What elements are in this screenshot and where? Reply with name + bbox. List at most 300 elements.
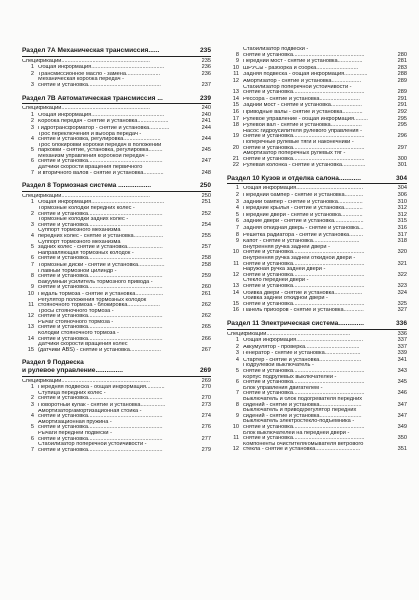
- entry-page-number: 300: [397, 155, 407, 162]
- entry-title: Поперечные рулевые тяги и наконечники - снятие и установка..............................................: [243, 139, 365, 151]
- entry-page-number: 255: [201, 232, 211, 239]
- entry-title: Суппорт тормозного механизма задних колес - снятие и установка.......................: [38, 239, 163, 251]
- toc-entry: [22, 280, 211, 291]
- entry-page-number: 247: [201, 158, 211, 165]
- toc-section: [227, 175, 407, 314]
- entry-title: Направляющая тормозных колодок - снятие и установка................................................: [38, 250, 163, 262]
- entry-page-number: 312: [397, 205, 407, 212]
- toc-entry: [22, 331, 211, 342]
- toc-entry: [22, 269, 211, 280]
- entry-number: 8: [30, 273, 34, 280]
- toc-entry: [22, 71, 211, 78]
- entry-number: 9: [235, 58, 239, 65]
- toc-entry: [22, 378, 211, 385]
- entry-number: 7: [235, 390, 239, 397]
- entry-page-number: 277: [201, 435, 211, 442]
- entry-number: 15: [27, 346, 34, 353]
- entry-title: Выключатель электростекло-подъемника - снятие и установка..............................................: [243, 419, 365, 430]
- entry-page-number: 244: [201, 124, 211, 131]
- entry-number: 4: [235, 205, 239, 212]
- entry-page-number: 288: [397, 71, 407, 78]
- entry-title: Рессора - снятие и установка..........................: [243, 96, 360, 102]
- toc-entry: [227, 58, 407, 65]
- entry-page-number: 317: [397, 231, 407, 238]
- section-heading: [22, 359, 211, 376]
- toc-entry: [22, 298, 211, 309]
- entry-number: 3: [30, 221, 34, 228]
- entry-number: 16: [232, 108, 239, 115]
- entry-title: Спецификации.........................................................: [22, 193, 150, 199]
- entry-page-number: 245: [201, 147, 211, 154]
- entry-page-number: 339: [397, 350, 407, 357]
- entry-title: Общая информация...........................................: [243, 338, 364, 344]
- entry-number: 11: [233, 260, 239, 267]
- entry-title: Механизм управления коробкой передач - снятие и установка................................................: [38, 153, 163, 165]
- entry-number: 12: [232, 446, 239, 453]
- entry-title: Спецификации.........................................................: [22, 58, 150, 64]
- toc-entry: [227, 85, 407, 96]
- entry-page-number: 304: [397, 185, 407, 192]
- entry-title: Гидротрансформатор - снятие и установка.............: [38, 125, 170, 131]
- toc-entry: [22, 165, 211, 176]
- toc-entry: [22, 64, 211, 71]
- entry-title: Общая информация...........................................: [243, 186, 364, 192]
- toc-entry: [227, 140, 407, 151]
- toc-entry: [227, 65, 407, 72]
- entry-page-number: 257: [201, 244, 211, 251]
- toc-entry: [22, 118, 211, 125]
- toc-entry: [227, 419, 407, 430]
- section-page-number: 336: [395, 319, 407, 327]
- entry-page-number: 320: [397, 249, 407, 256]
- entry-number: 1: [235, 337, 239, 344]
- section-title: Раздел 8 Тормозная система ..................: [22, 182, 152, 190]
- entry-page-number: 261: [201, 290, 211, 297]
- toc-entry: [227, 151, 407, 162]
- entry-title: Решетка радиатора - снятие и установка.........: [243, 232, 364, 238]
- entry-title: Блок управления двигателем - снятие и установка..............................................: [243, 385, 365, 397]
- section-title: Раздел 10 Кузов и отделка салона............: [227, 174, 361, 182]
- entry-number: 2: [235, 192, 239, 199]
- entry-page-number: 262: [201, 302, 211, 309]
- toc-entry: [227, 245, 407, 256]
- section-page-number: 304: [395, 174, 407, 182]
- entry-page-number: 254: [201, 221, 211, 228]
- section-page-number: 250: [199, 182, 211, 190]
- entry-number: 6: [235, 218, 239, 225]
- entry-number: 1: [30, 384, 34, 391]
- entry-number: 9: [235, 412, 239, 419]
- entry-page-number: 270: [201, 384, 211, 391]
- entry-page-number: 244: [201, 136, 211, 143]
- entry-page-number: 336: [397, 330, 407, 337]
- section-heading: [22, 182, 211, 192]
- right-column: [227, 47, 407, 459]
- entry-number: 5: [30, 424, 34, 431]
- entry-number: 4: [235, 356, 239, 363]
- entry-number: 5: [235, 211, 239, 218]
- entry-title: Рулевое управление - общая информация.........: [243, 116, 368, 122]
- toc-entry: [22, 420, 211, 431]
- entry-page-number: 258: [201, 261, 211, 268]
- entry-number: 1: [30, 199, 34, 206]
- entry-title: Тормозные колодки передних колес - снятие и установка................................................: [38, 206, 163, 217]
- entry-page-number: 266: [201, 335, 211, 342]
- toc-entry: [227, 350, 407, 357]
- entry-title: Задний мост - снятие и установка....................: [243, 103, 362, 109]
- entry-title: Датчики скорости вращения первичного и вторичного валов - снятие и установка.............: [38, 165, 164, 176]
- entry-number: 19: [232, 133, 239, 140]
- entry-page-number: 301: [397, 162, 407, 169]
- entry-title: Амортизатор поперечных рулевых тяг - снятие и установка..............................................: [243, 151, 365, 162]
- toc-entry: [227, 386, 407, 397]
- entry-title: Амортизационная пружина - снятие и установка................................................: [38, 419, 163, 431]
- entry-number: 5: [235, 368, 239, 375]
- entry-title: Трансмиссионное масло - замена......................: [38, 71, 161, 77]
- entry-number: 3: [235, 198, 239, 205]
- entry-number: 1: [235, 185, 239, 192]
- entry-title: Выключатель и привод/регулятор передних сидений - снятие и установка...........................: [243, 408, 362, 419]
- entry-title: Вакуумный усилитель тормозного привода - снятие и установка................................................: [38, 279, 163, 291]
- entry-number: 10: [27, 290, 34, 297]
- entry-number: 18: [232, 122, 239, 129]
- entry-number: 17: [232, 115, 239, 122]
- entry-title: Выключатель и блок подогревателя передних сидений - снятие и установка...........................: [243, 397, 363, 408]
- toc-entry: [22, 154, 211, 165]
- entry-page-number: 265: [201, 324, 211, 331]
- toc-section: [22, 359, 211, 453]
- entry-number: 9: [30, 284, 34, 291]
- entry-page-number: 291: [397, 102, 407, 109]
- entry-page-number: 327: [397, 307, 407, 314]
- entry-page-number: 289: [397, 77, 407, 84]
- entry-number: 13: [232, 282, 239, 289]
- entry-title: Коробка передач - снятие и установка....................: [38, 119, 169, 125]
- entry-title: Рычаг стояночного тормоза - снятие и установка................................................: [38, 319, 163, 331]
- section-heading: [22, 95, 211, 105]
- entry-title: Тормозные диски - снятие и установка.................: [38, 262, 165, 268]
- entry-page-number: 324: [397, 289, 407, 296]
- entry-title: Общая информация...............................................: [38, 65, 165, 71]
- section-title: Раздел 9 Подвеска и рулевое управление...............: [22, 359, 123, 375]
- toc-entry: [227, 96, 407, 103]
- entry-title: Регулятор положения тормозных колодок стояночного тормоза - блокировка.....................: [38, 297, 160, 309]
- toc-entry: [22, 402, 211, 409]
- toc-entry: [227, 218, 407, 225]
- section-title: Раздел 7В Автоматическая трансмиссия ...: [22, 94, 163, 102]
- entry-title: Стабилизатор подвески - снятие и установка..............................................: [243, 47, 365, 58]
- toc-entry: [227, 199, 407, 206]
- entry-title: Тросы стояночного тормоза - снятие и установка................................................: [38, 308, 163, 320]
- entry-number: 1: [30, 64, 34, 71]
- entry-title: Обивка задней откидной двери - снятие и установка..............................................: [243, 296, 365, 307]
- entry-title: Общая информация...............................................: [38, 112, 165, 118]
- toc-entry: [22, 409, 211, 420]
- toc-entry: [22, 77, 211, 88]
- section-page-number: 239: [199, 94, 211, 102]
- toc-entry: [227, 185, 407, 192]
- entry-page-number: 281: [397, 58, 407, 65]
- entry-number: 2: [30, 210, 34, 217]
- entry-number: 10: [232, 249, 239, 256]
- entry-title: Блок выключателей на передней двери - снятие и установка..............................................: [243, 430, 365, 442]
- entry-number: 7: [30, 446, 34, 453]
- toc-entry: [227, 256, 407, 267]
- entry-number: 14: [27, 335, 34, 342]
- entry-page-number: 292: [397, 108, 407, 115]
- entry-page-number: 323: [397, 282, 407, 289]
- entry-number: 2: [30, 70, 34, 77]
- toc-entry: [22, 320, 211, 331]
- entry-title: Передние двери - снятие и установка..............: [243, 212, 363, 218]
- entry-number: 3: [30, 401, 34, 408]
- toc-entry: [227, 109, 407, 116]
- entry-page-number: 273: [201, 401, 211, 408]
- entry-number: 2: [30, 395, 34, 402]
- entry-page-number: 267: [201, 346, 211, 353]
- entry-title: Рычаги передней подвески - снятие и установка................................................: [38, 430, 163, 442]
- entry-page-number: 291: [397, 95, 407, 102]
- toc-entry: [227, 267, 407, 278]
- entry-title: Капот - снятие и установка..............................: [243, 239, 360, 245]
- entry-number: 6: [30, 158, 34, 165]
- entry-title: Корпус подрулевых выключателей - снятие и установка..............................................: [243, 374, 365, 386]
- entry-page-number: 296: [397, 133, 407, 140]
- entry-number: 7: [235, 225, 239, 232]
- entry-number: 3: [235, 350, 239, 357]
- entry-number: 3: [30, 81, 34, 88]
- entry-page-number: 315: [397, 218, 407, 225]
- entry-title: Задняя подвеска - общая информация...............: [243, 72, 368, 78]
- entry-title: Панель приборов - снятие и установка.............: [243, 308, 364, 314]
- entry-page-number: 318: [397, 238, 407, 245]
- entry-title: Стартер - снятие и установка...........................: [243, 357, 362, 363]
- entry-number: 15: [232, 102, 239, 109]
- toc-entry: [22, 199, 211, 206]
- entry-number: 13: [27, 324, 34, 331]
- toc-entry: [22, 206, 211, 217]
- toc-entry: [227, 232, 407, 239]
- toc-entry: [22, 125, 211, 132]
- entry-number: 5: [30, 244, 34, 251]
- toc-entry: [22, 112, 211, 119]
- entry-number: 11: [233, 435, 239, 442]
- entry-title: Амортизатор - снятие и установка...................: [243, 78, 362, 84]
- entry-title: Стекло передней двери - снятие и установка..............................................: [243, 278, 365, 289]
- entry-page-number: 260: [201, 284, 211, 291]
- entry-page-number: 343: [397, 368, 407, 375]
- entry-number: 12: [232, 271, 239, 278]
- toc-entry: [227, 122, 407, 129]
- entry-title: Стабилизатор поперечной устойчивости - снятие и установка................................................: [38, 442, 163, 453]
- entry-number: 10: [232, 424, 239, 430]
- entry-number: 22: [232, 162, 239, 169]
- toc-entry: [227, 375, 407, 386]
- toc-entry: [227, 47, 407, 58]
- entry-page-number: 347: [397, 412, 407, 419]
- entry-number: 4: [30, 136, 34, 143]
- entry-page-number: 279: [201, 446, 211, 453]
- toc-entry: [227, 78, 407, 85]
- entry-page-number: 295: [397, 122, 407, 129]
- entry-title: Трос блокировки коробки передач в положении парковки - снятие, установка, регулировка.........: [38, 142, 163, 154]
- toc-entry: [227, 225, 407, 232]
- entry-page-number: 248: [201, 169, 211, 176]
- toc-entry: [22, 217, 211, 228]
- toc-entry: [22, 431, 211, 442]
- entry-title: Наружная ручка задней двери - снятие и установка..............................................: [243, 267, 365, 278]
- entry-title: Стабилизатор поперечной устойчивости - снятие и установка..............................................: [243, 84, 365, 96]
- toc-entry: [22, 143, 211, 154]
- entry-page-number: 236: [201, 64, 211, 71]
- entry-title: ШРУСы - разборка и сборка...........................: [243, 65, 359, 71]
- entry-page-number: 289: [397, 89, 407, 96]
- toc-entry: [227, 192, 407, 199]
- toc-entry: [22, 251, 211, 262]
- toc-section: [22, 182, 211, 353]
- entry-page-number: 240: [201, 105, 211, 112]
- entry-page-number: 312: [397, 211, 407, 218]
- section-title: Раздел 11 Электрическая система..............: [227, 319, 364, 327]
- entry-title: Передний бампер - снятие и установка............: [243, 193, 364, 199]
- entry-number: 8: [235, 51, 239, 58]
- entry-title: Ступица передних колес - снятие и установка................................................: [38, 390, 163, 402]
- entry-page-number: 280: [397, 51, 407, 58]
- entry-number: 8: [235, 231, 239, 238]
- entry-page-number: 297: [397, 144, 407, 151]
- toc-entry: [227, 431, 407, 442]
- entry-page-number: 295: [397, 115, 407, 122]
- toc-entry: [227, 307, 407, 314]
- entry-number: 4: [30, 232, 34, 239]
- toc-entry: [22, 342, 211, 353]
- entry-number: 4: [30, 413, 34, 420]
- entry-title: Поворотный кулак - снятие и установка................: [38, 402, 166, 408]
- entry-title: Спецификации.........................................................: [22, 378, 150, 384]
- entry-number: 9: [235, 238, 239, 245]
- entry-number: 2: [235, 343, 239, 350]
- toc-entry: [227, 205, 407, 212]
- toc-entry: [227, 408, 407, 419]
- entry-page-number: 306: [397, 192, 407, 199]
- entry-number: 11: [28, 302, 34, 309]
- toc-entry: [22, 262, 211, 269]
- toc-section: [22, 95, 211, 177]
- toc-entry: [227, 337, 407, 344]
- entry-page-number: 270: [201, 395, 211, 402]
- entry-number: 11: [233, 71, 239, 78]
- entry-title: Рулевой вал - снятие и установка....................: [243, 123, 362, 129]
- entry-page-number: 316: [397, 225, 407, 232]
- entry-title: Трос переключения и выбора передач - снятие и установка, регулировка........................: [38, 131, 161, 143]
- entry-title: Передний мост - снятие и установка................: [243, 59, 363, 65]
- entry-title: Обивка двери - снятие и установка..................: [243, 290, 363, 296]
- entry-title: Внутренняя ручка задней двери - снятие и установка..............................................: [243, 244, 365, 256]
- entry-page-number: 259: [201, 273, 211, 280]
- entry-number: 13: [232, 89, 239, 96]
- toc-section: [22, 47, 211, 89]
- toc-section: [227, 320, 407, 453]
- section-title: Раздел 7А Механическая трансмиссия......: [22, 47, 160, 54]
- entry-page-number: 250: [201, 192, 211, 199]
- entry-title: Подрулевой выключатель - снятие и установка..............................................: [243, 363, 365, 375]
- entry-page-number: 347: [397, 401, 407, 408]
- entry-page-number: 321: [397, 260, 407, 267]
- toc-entry: [227, 212, 407, 219]
- entry-page-number: 346: [397, 390, 407, 397]
- entry-page-number: 269: [201, 377, 211, 384]
- toc-entry: [22, 240, 211, 251]
- toc-entry: [227, 290, 407, 297]
- entry-title: Датчики скорости вращения колес (датчики ABS) - снятие и установка....................: [38, 342, 161, 353]
- section-page-number: 269: [199, 367, 211, 375]
- entry-title: Задняя откидная дверь - снятие и установка...: [243, 226, 364, 232]
- entry-page-number: 237: [201, 81, 211, 88]
- left-column: [22, 47, 211, 459]
- entry-page-number: 310: [397, 198, 407, 205]
- section-heading: [227, 175, 407, 185]
- entry-number: 12: [232, 77, 239, 84]
- toc-entry: [227, 397, 407, 408]
- entry-number: 21: [232, 155, 239, 162]
- entry-title: Общая информация...............................................: [38, 200, 165, 206]
- toc-entry: [22, 132, 211, 143]
- entry-title: Приводные валы - снятие и установка.............: [243, 109, 363, 115]
- entry-title: Генератор - снятие и установка.......................: [243, 351, 361, 357]
- entry-title: Рулевая колонка - снятие и установка...............: [243, 163, 366, 169]
- entry-number: 7: [30, 261, 34, 268]
- entry-number: 6: [30, 255, 34, 262]
- entry-number: 6: [30, 435, 34, 442]
- toc-entry: [227, 331, 407, 338]
- toc-entry: [22, 291, 211, 298]
- entry-number: 7: [30, 169, 34, 176]
- entry-title: Суппорт тормозного механизма передних колес - снятие и установка...................: [38, 228, 164, 239]
- entry-title: Тормозные колодки задних колес - снятие и установка................................................: [38, 217, 163, 228]
- entry-page-number: 341: [397, 356, 407, 363]
- entry-title: Спецификации.........................................................: [22, 106, 150, 112]
- toc-entry: [22, 391, 211, 402]
- entry-page-number: 283: [397, 64, 407, 71]
- entry-title: Главный тормозной цилиндр - снятие и установка................................................: [38, 268, 163, 280]
- toc-entry: [22, 105, 211, 112]
- entry-title: Спецификации......................................................: [227, 331, 351, 337]
- toc-entry: [227, 363, 407, 374]
- toc-entry: [227, 129, 407, 140]
- entry-number: 15: [232, 300, 239, 307]
- entry-page-number: 274: [201, 413, 211, 420]
- entry-page-number: 262: [201, 313, 211, 320]
- entry-page-number: 337: [397, 343, 407, 350]
- toc-entry: [227, 102, 407, 109]
- entry-page-number: 351: [397, 446, 407, 453]
- section-page-number: 235: [199, 47, 211, 54]
- toc-entry: [22, 384, 211, 391]
- entry-number: 8: [235, 401, 239, 408]
- toc-entry: [227, 357, 407, 364]
- toc-entry: [227, 296, 407, 307]
- entry-number: 14: [232, 95, 239, 102]
- entry-number: 14: [232, 289, 239, 296]
- toc-entry: [227, 344, 407, 351]
- toc-entry: [227, 116, 407, 123]
- entry-page-number: 241: [201, 118, 211, 125]
- entry-page-number: 252: [201, 210, 211, 217]
- entry-number: 20: [232, 144, 239, 151]
- toc-entry: [227, 71, 407, 78]
- entry-title: Педаль тормоза - снятие и установка..................: [38, 291, 164, 297]
- entry-number: 12: [27, 313, 34, 320]
